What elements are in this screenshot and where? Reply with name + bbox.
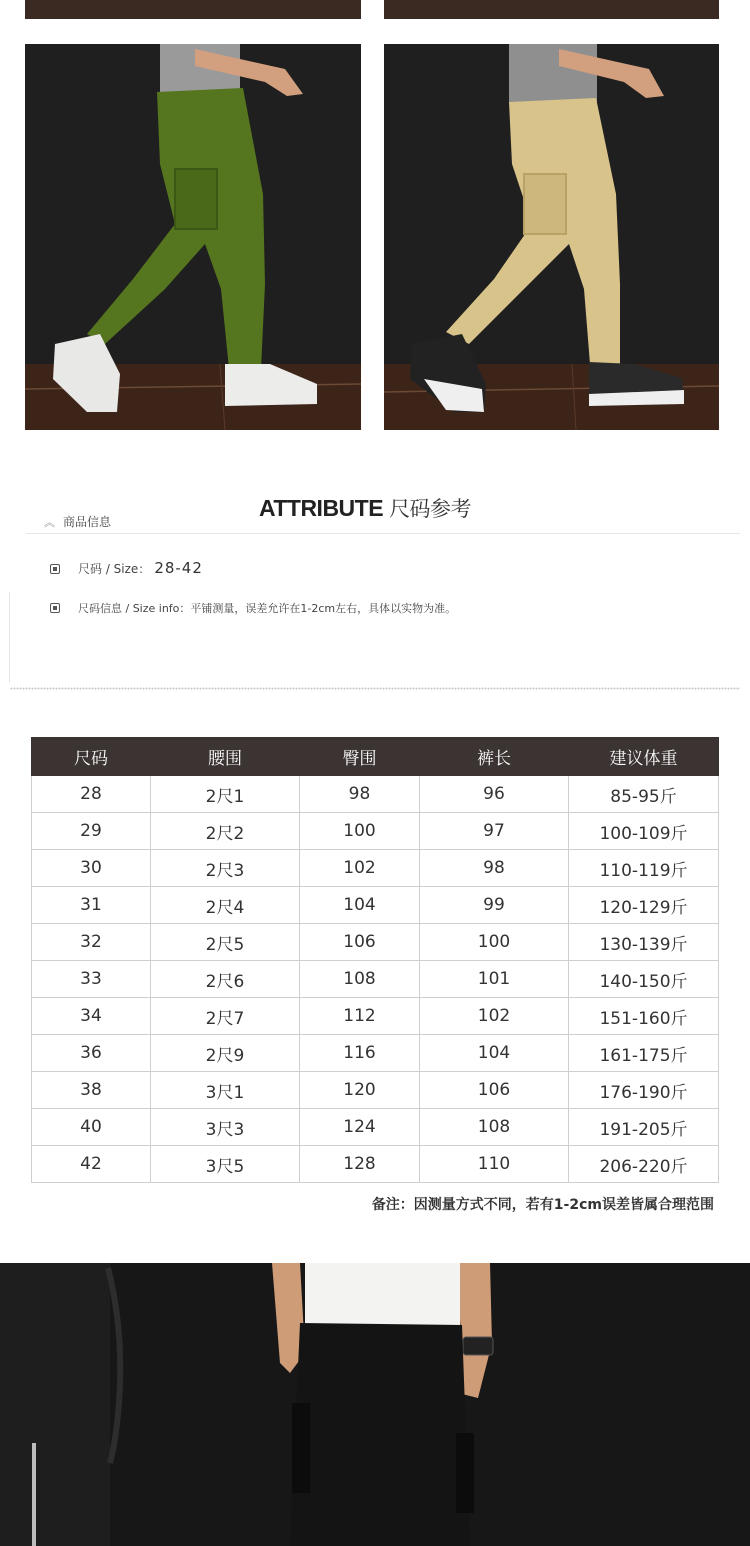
cell-size: 31 (32, 887, 151, 924)
cell-waist: 3尺3 (151, 1109, 300, 1146)
cell-hip: 102 (300, 850, 420, 887)
cell-hip: 124 (300, 1109, 420, 1146)
table-row (32, 1072, 719, 1109)
khaki-pants-photo (384, 44, 719, 430)
cell-hip: 104 (300, 887, 420, 924)
cell-waist: 2尺5 (151, 924, 300, 961)
cell-waist: 2尺2 (151, 813, 300, 850)
header-length: 裤长 (420, 738, 569, 776)
table-header-row (32, 738, 719, 776)
bullet-icon (50, 603, 60, 613)
cell-size: 36 (32, 1035, 151, 1072)
cell-weight: 191-205斤 (569, 1109, 719, 1146)
attribute-title-en: ATTRIBUTE (258, 495, 384, 521)
cell-hip: 116 (300, 1035, 420, 1072)
cell-weight: 140-150斤 (569, 961, 719, 998)
divider (9, 592, 10, 682)
cell-size: 30 (32, 850, 151, 887)
cell-waist: 2尺4 (151, 887, 300, 924)
cell-length: 100 (420, 924, 569, 961)
cell-length: 101 (420, 961, 569, 998)
cell-waist: 2尺6 (151, 961, 300, 998)
olive-pants-photo (25, 44, 361, 430)
cell-weight: 161-175斤 (569, 1035, 719, 1072)
cell-waist: 2尺9 (151, 1035, 300, 1072)
table-row (32, 1146, 719, 1183)
cell-hip: 98 (300, 776, 420, 813)
size-info-text: 平铺测量，误差允许在1-2cm左右，具体以实物为准。 (190, 602, 457, 615)
cell-length: 102 (420, 998, 569, 1035)
attribute-title-cn: 尺码参考 (389, 498, 472, 521)
header-waist: 腰围 (151, 738, 300, 776)
cell-hip: 120 (300, 1072, 420, 1109)
previous-photo-right-crop (384, 0, 719, 19)
table-row (32, 1035, 719, 1072)
cell-waist: 2尺1 (151, 776, 300, 813)
bullet-icon (50, 564, 60, 574)
header-weight: 建议体重 (569, 738, 719, 776)
table-row (32, 887, 719, 924)
header-hip: 臀围 (300, 738, 420, 776)
cell-waist: 3尺1 (151, 1072, 300, 1109)
cell-weight: 85-95斤 (569, 776, 719, 813)
size-value: 28-42 (154, 559, 203, 577)
header-size: 尺码 (32, 738, 151, 776)
table-row (32, 924, 719, 961)
cell-size: 28 (32, 776, 151, 813)
cell-hip: 128 (300, 1146, 420, 1183)
cell-length: 110 (420, 1146, 569, 1183)
cell-weight: 100-109斤 (569, 813, 719, 850)
cell-hip: 108 (300, 961, 420, 998)
product-info-heading (44, 513, 111, 530)
product-info-heading-text: 商品信息 (63, 515, 112, 529)
measurement-note: 备注：因测量方式不同，若有1-2cm误差皆属合理范围 (371, 1197, 714, 1213)
cell-length: 97 (420, 813, 569, 850)
cell-length: 98 (420, 850, 569, 887)
cell-length: 96 (420, 776, 569, 813)
chevron-up-icon: ︽ (44, 516, 55, 529)
size-label: 尺码 / Size： (78, 562, 151, 576)
table-row (32, 1109, 719, 1146)
cell-weight: 120-129斤 (569, 887, 719, 924)
cell-weight: 206-220斤 (569, 1146, 719, 1183)
cell-length: 106 (420, 1072, 569, 1109)
cell-weight: 176-190斤 (569, 1072, 719, 1109)
dotted-divider (10, 687, 740, 690)
size-info-row (50, 600, 456, 616)
cell-length: 104 (420, 1035, 569, 1072)
table-row (32, 813, 719, 850)
table-row (32, 776, 719, 813)
cell-hip: 106 (300, 924, 420, 961)
cell-waist: 3尺5 (151, 1146, 300, 1183)
cell-size: 42 (32, 1146, 151, 1183)
cell-size: 38 (32, 1072, 151, 1109)
cell-weight: 110-119斤 (569, 850, 719, 887)
table-row (32, 961, 719, 998)
table-row (32, 850, 719, 887)
divider (26, 533, 740, 534)
cell-size: 32 (32, 924, 151, 961)
table-row (32, 998, 719, 1035)
cell-waist: 2尺3 (151, 850, 300, 887)
previous-photo-left-crop (25, 0, 361, 19)
cell-size: 29 (32, 813, 151, 850)
cell-size: 33 (32, 961, 151, 998)
size-row (50, 559, 203, 577)
cell-weight: 151-160斤 (569, 998, 719, 1035)
cell-hip: 112 (300, 998, 420, 1035)
size-info-label: 尺码信息 / Size info： (78, 602, 191, 615)
cell-length: 108 (420, 1109, 569, 1146)
cell-waist: 2尺7 (151, 998, 300, 1035)
cell-weight: 130-139斤 (569, 924, 719, 961)
black-pants-photo (0, 1263, 750, 1546)
cell-size: 40 (32, 1109, 151, 1146)
cell-hip: 100 (300, 813, 420, 850)
cell-length: 99 (420, 887, 569, 924)
size-table (31, 737, 719, 1183)
cell-size: 34 (32, 998, 151, 1035)
